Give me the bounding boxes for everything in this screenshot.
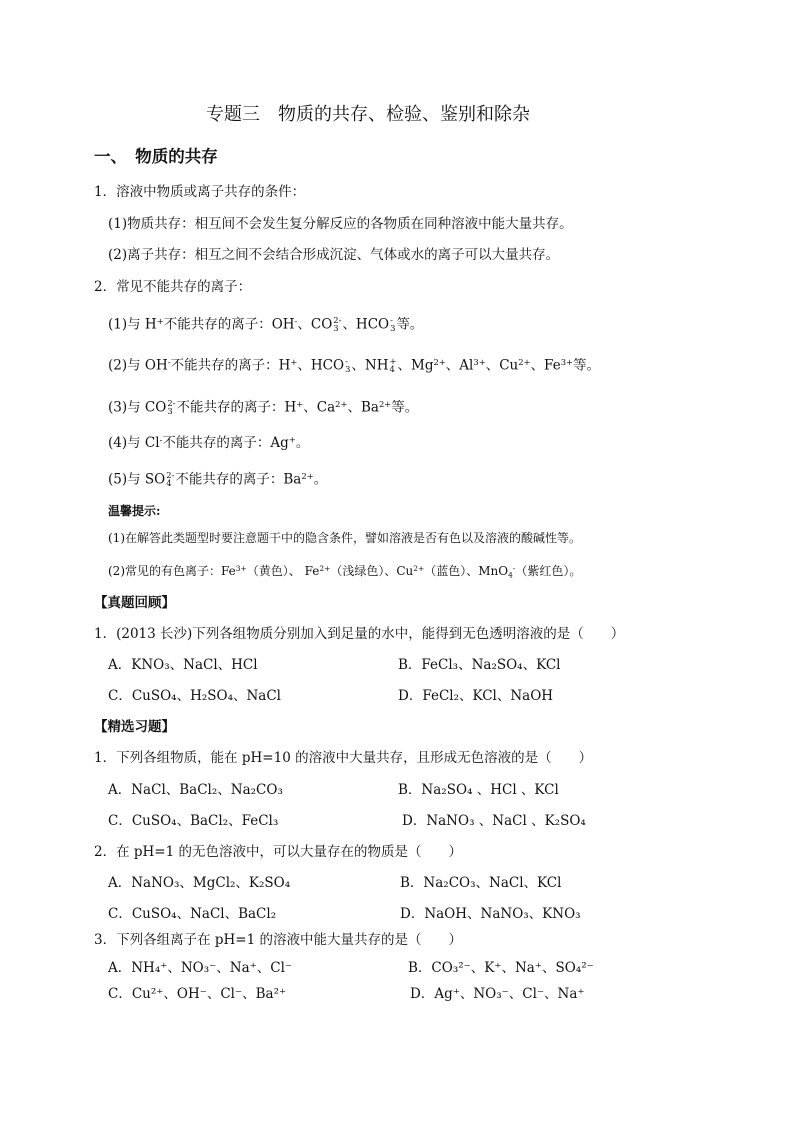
- practice-q2-option-b: B．Na₂CO₃、NaCl、KCl: [400, 875, 562, 891]
- ion-rule-5-prefix: (5)与 SO: [108, 471, 166, 488]
- subscript: 4: [389, 363, 395, 374]
- ion-rule-1-text-2: 、CO: [297, 316, 333, 333]
- subscript: 4: [166, 477, 172, 488]
- point-1-item-2: (2)离子共存：相互之间不会结合形成沉淀、气体或水的离子可以大量共存。: [108, 247, 560, 263]
- review-q1-option-d: D．FeCl₂、KCl、NaOH: [398, 688, 554, 704]
- tips-item-2-c: （浅绿色）、Cu: [330, 564, 414, 578]
- review-q1-option-b: B．FeCl₃、Na₂SO₄、KCl: [398, 657, 561, 673]
- sub-sup-stack: [333, 317, 341, 333]
- sub-sup-stack: [167, 400, 175, 416]
- charge: -: [167, 356, 171, 367]
- ion-rule-3-text-4: 等。: [391, 399, 419, 416]
- ion-rule-4-text-1: 不能共存的离子：Ag: [162, 435, 289, 451]
- practice-q3-option-b: B．CO₃²⁻、K⁺、Na⁺、SO₄²⁻: [408, 960, 594, 976]
- practice-q1-option-a: A．NaCl、BaCl₂、Na₂CO₃: [108, 782, 283, 798]
- charge: -: [512, 563, 516, 573]
- charge: +: [156, 315, 164, 326]
- charge: +: [288, 434, 296, 445]
- charge: +: [296, 398, 304, 409]
- ion-rule-1-text-1: 不能共存的离子：OH: [163, 316, 295, 333]
- practice-q1-option-d: D．NaNO₃ 、NaCl 、K₂SO₄: [402, 813, 586, 829]
- charge: +: [290, 356, 298, 367]
- ion-rule-2-text-2: 、HCO: [297, 357, 345, 374]
- practice-q3-option-d: D．Ag⁺、NO₃⁻、Cl⁻、Na⁺: [410, 986, 585, 1002]
- practice-heading: 【精选习题】: [94, 719, 175, 735]
- ion-rule-2-text-6: 、Cu: [485, 357, 519, 374]
- ion-rule-2-text-8: 等。: [573, 357, 601, 374]
- subscript: 3: [345, 363, 351, 374]
- ion-rule-2-text-4: 、Mg: [397, 357, 434, 374]
- section-heading-coexistence: 一、 物质的共存: [94, 147, 218, 166]
- tips-item-2-b: （黄色）、 Fe: [246, 564, 320, 578]
- practice-q1-option-c: C．CuSO₄、BaCl₂、FeCl₃: [108, 813, 279, 829]
- charge: 2-: [166, 470, 175, 480]
- practice-q1-option-b: B．Na₂SO₄ 、HCl 、KCl: [398, 782, 559, 798]
- point-1-item-1: (1)物质共存：相互间不会发生复分解反应的各物质在同种溶液中能大量共存。: [108, 216, 573, 232]
- review-q1-option-c: C．CuSO₄、H₂SO₄、NaCl: [108, 688, 282, 704]
- subscript: 3: [167, 405, 173, 416]
- ion-rule-3: [108, 400, 418, 416]
- charge: -: [159, 434, 163, 445]
- charge: 2+: [433, 356, 446, 367]
- ion-rule-2-prefix: (2)与 OH: [108, 357, 168, 374]
- charge: 2-: [333, 315, 342, 325]
- ion-rule-5-text-1: 不能共存的离子：Ba: [175, 471, 302, 488]
- practice-q3-stem: 3．下列各组离子在 pH=1 的溶液中能大量共存的是（ ）: [94, 932, 462, 948]
- review-q1-option-a: A．KNO₃、NaCl、HCl: [108, 657, 258, 673]
- charge: 2+: [319, 563, 331, 573]
- ion-rule-5: [108, 472, 327, 488]
- ion-rule-3-text-3: 、Ba: [347, 399, 379, 416]
- practice-q2-option-a: A．NaNO₃、MgCl₂、K₂SO₄: [108, 875, 291, 891]
- review-heading: 【真题回顾】: [94, 595, 175, 611]
- charge: 2+: [301, 470, 314, 481]
- tips-item-2-e: （紫红色）。: [515, 564, 582, 578]
- practice-q2-option-c: C．CuSO₄、NaCl、BaCl₂: [108, 906, 277, 922]
- ion-rule-5-text-2: 。: [313, 471, 328, 488]
- point-2-label: 2．常见不能共存的离子：: [94, 279, 252, 295]
- charge: 2+: [335, 398, 348, 409]
- sub-sup-stack: [345, 358, 350, 374]
- practice-q3-option-a: A．NH₄⁺、NO₃⁻、Na⁺、Cl⁻: [108, 960, 293, 976]
- ion-rule-3-text-2: 、Ca: [303, 399, 336, 416]
- tips-label: 温馨提示:: [108, 504, 161, 518]
- ion-rule-2: [108, 358, 600, 374]
- review-q1-stem: 1．(2013 长沙)下列各组物质分别加入到足量的水中，能得到无色透明溶液的是（ ）: [94, 626, 625, 642]
- ion-rule-4-prefix: (4)与 Cl: [108, 435, 160, 451]
- tips-item-2-d: （蓝色）、MnO: [424, 564, 509, 578]
- practice-q1-stem: 1．下列各组物质，能在 pH=10 的溶液中大量共存，且形成无色溶液的是（ ）: [94, 750, 593, 766]
- practice-q2-stem: 2．在 pH=1 的无色溶液中，可以大量存在的物质是（ ）: [94, 844, 462, 860]
- tips-item-2-a: (2)常见的有色离子：Fe: [108, 564, 236, 578]
- page-title: 专题三 物质的共存、检验、鉴别和除杂: [206, 104, 530, 125]
- ion-rule-1-prefix: (1)与 H: [108, 316, 157, 333]
- point-1-label: 1．溶液中物质或离子共存的条件：: [94, 184, 306, 200]
- practice-q2-option-d: D．NaOH、NaNO₃、KNO₃: [400, 906, 581, 922]
- ion-rule-4-text-2: 。: [295, 435, 310, 451]
- ion-rule-3-prefix: (3)与 CO: [108, 399, 167, 416]
- sub-sup-stack: [389, 358, 396, 374]
- ion-rule-1-text-4: 等。: [396, 316, 424, 333]
- ion-rule-2-text-3: 、NH: [351, 357, 389, 374]
- ion-rule-4: [108, 434, 310, 451]
- charge: -: [345, 356, 348, 366]
- tips-item-1: (1)在解答此类题型时要注意题干中的隐含条件，譬如溶液是否有色以及溶液的酸碱性等。: [108, 531, 582, 545]
- charge: 3+: [473, 356, 486, 367]
- ion-rule-2-text-7: 、Fe: [530, 357, 561, 374]
- ion-rule-2-text-1: 不能共存的离子：H: [170, 357, 291, 374]
- charge: 2+: [413, 563, 425, 573]
- charge: 2-: [167, 398, 176, 408]
- ion-rule-3-text-1: 不能共存的离子：H: [176, 399, 297, 416]
- ion-rule-1: [108, 317, 423, 333]
- sub-sup-stack: [390, 317, 395, 333]
- practice-q3-option-c: C．Cu²⁺、OH⁻、Cl⁻、Ba²⁺: [108, 986, 287, 1002]
- subscript: 3: [390, 322, 396, 333]
- subscript: 3: [333, 322, 339, 333]
- charge: -: [390, 315, 393, 325]
- charge: -: [294, 315, 298, 326]
- tips-item-2: [108, 563, 582, 580]
- charge: 2+: [518, 356, 531, 367]
- charge: 2+: [378, 398, 392, 409]
- charge: +: [389, 356, 397, 366]
- subscript: 4: [508, 570, 513, 580]
- ion-rule-1-text-3: 、HCO: [342, 316, 390, 333]
- charge: 3+: [560, 356, 574, 367]
- sub-sup-stack: [166, 472, 174, 488]
- ion-rule-2-text-5: 、Al: [445, 357, 474, 374]
- charge: 3+: [235, 563, 247, 573]
